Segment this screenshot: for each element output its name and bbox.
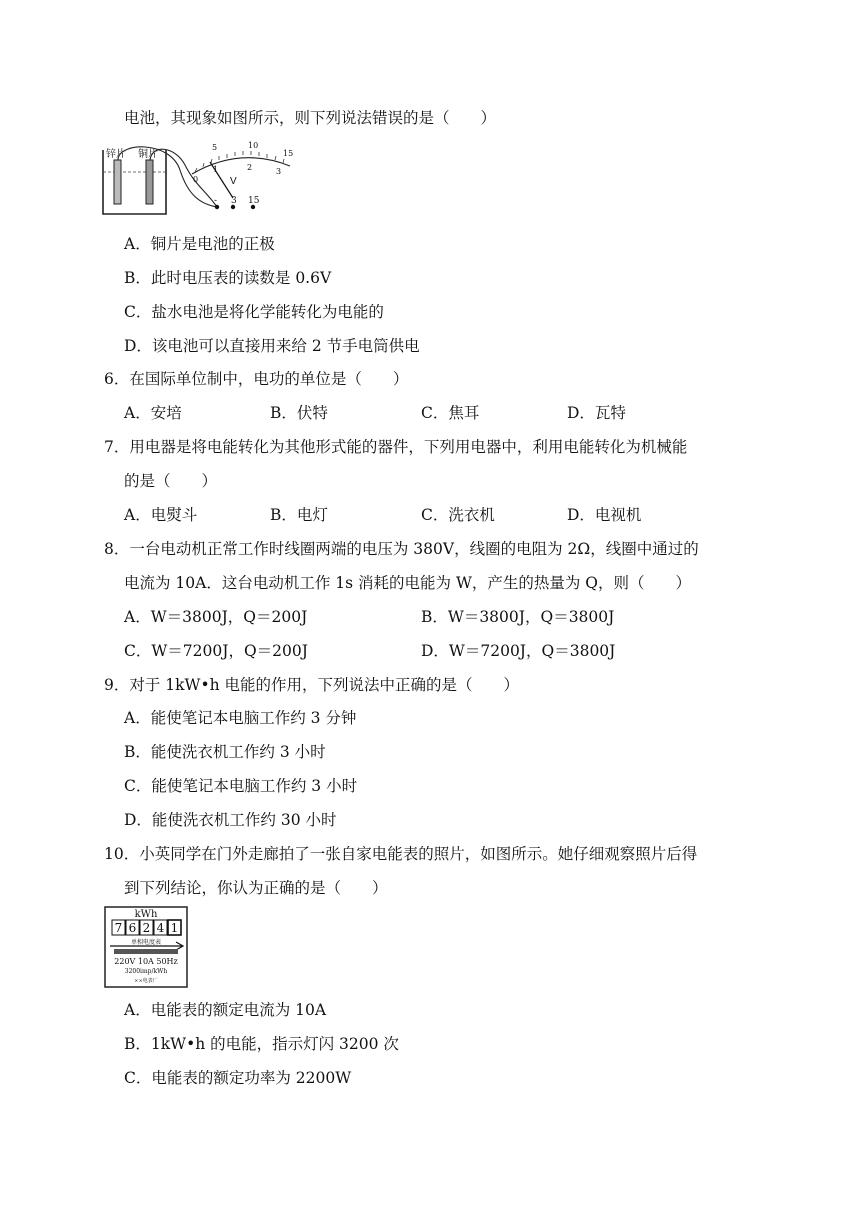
copper-label: 铜片 <box>138 149 158 160</box>
meter-digit-5: 1 <box>170 921 179 935</box>
q8-stem-line-1: 8．一台电动机正常工作时线圈两端的电压为 380V，线圈的电阻为 2Ω，线圈中通过的 <box>104 540 699 558</box>
q7-stem-line-1: 7．用电器是将电能转化为其他形式能的器件，下列用电器中，利用电能转化为机械能 <box>104 438 688 456</box>
wire-zinc <box>118 147 217 207</box>
meter-name: 单相电度表 <box>130 939 162 946</box>
terminal-minus-label: - <box>214 196 218 206</box>
q8-option-d: D．W＝7200J，Q＝3800J <box>421 642 616 660</box>
meter-digit-2: 6 <box>128 921 137 935</box>
scale-bottom-1: 1 <box>213 165 219 174</box>
meter-rating: 220V 10A 50Hz <box>114 957 178 966</box>
q5-option-c: C．盐水电池是将化学能转化为电能的 <box>124 303 384 321</box>
q6-option-c: C．焦耳 <box>421 404 480 422</box>
q8-option-c: C．W＝7200J，Q＝200J <box>124 642 308 660</box>
scale-bottom-0: 0 <box>193 175 199 184</box>
meter-disc-window <box>114 949 178 954</box>
q6-stem: 6．在国际单位制中，电功的单位是（ ） <box>104 370 409 388</box>
scale-bottom-2: 2 <box>247 163 253 172</box>
scale-top-15: 15 <box>283 149 294 158</box>
meter-maker: ××电表厂 <box>134 978 158 984</box>
q6-option-b: B．伏特 <box>270 404 328 422</box>
q10-option-b: B．1kW•h 的电能，指示灯闪 3200 次 <box>124 1035 399 1053</box>
q10-stem-line-2: 到下列结论，你认为正确的是（ ） <box>124 879 388 897</box>
meter-digit-1: 7 <box>114 921 123 935</box>
q7-option-a: A．电熨斗 <box>124 506 198 524</box>
terminal-3-label: 3 <box>231 196 237 206</box>
meter-digit-3: 2 <box>142 921 151 935</box>
terminal-15-label: 15 <box>248 196 260 206</box>
q7-option-c: C．洗衣机 <box>421 506 495 524</box>
meter-unit: kWh <box>134 909 158 920</box>
q9-stem: 9．对于 1kW•h 电能的作用，下列说法中正确的是（ ） <box>104 676 520 694</box>
q10-option-a: A．电能表的额定电流为 10A <box>124 1001 327 1019</box>
q9-option-c: C．能使笔记本电脑工作约 3 小时 <box>124 777 358 795</box>
q10-stem-line-1: 10．小英同学在门外走廊拍了一张自家电能表的照片，如图所示。她仔细观察照片后得 <box>104 845 698 863</box>
q9-option-d: D．能使洗衣机工作约 30 小时 <box>124 811 337 829</box>
meter-digit-4: 4 <box>156 921 165 935</box>
q8-option-a: A．W＝3800J，Q＝200J <box>124 608 308 626</box>
q10-option-c: C．电能表的额定功率为 2200W <box>124 1069 352 1087</box>
q5-option-a: A．铜片是电池的正极 <box>124 235 275 253</box>
voltmeter-unit: V <box>230 176 237 187</box>
q8-option-b: B．W＝3800J，Q＝3800J <box>421 608 615 626</box>
copper-plate <box>146 160 153 204</box>
zinc-plate <box>114 160 121 204</box>
scale-top-10: 10 <box>248 141 259 150</box>
q5-option-d: D．该电池可以直接用来给 2 节手电筒供电 <box>124 337 420 355</box>
q8-stem-line-2: 电流为 10A．这台电动机工作 1s 消耗的电能为 W，产生的热量为 Q，则（ ） <box>124 574 692 592</box>
q6-option-d: D．瓦特 <box>567 404 626 422</box>
q7-option-b: B．电灯 <box>270 506 328 524</box>
q5-stem-tail: 电池，其现象如图所示，则下列说法错误的是（ ） <box>124 109 497 127</box>
voltmeter-ticks <box>195 151 284 172</box>
q7-option-d: D．电视机 <box>567 506 642 524</box>
scale-top-5: 5 <box>212 143 218 152</box>
electricity-meter-figure <box>104 906 188 988</box>
battery-voltmeter-figure <box>100 140 295 222</box>
q5-option-b: B．此时电压表的读数是 0.6V <box>124 269 332 287</box>
q7-stem-line-2: 的是（ ） <box>124 472 218 490</box>
q9-option-a: A．能使笔记本电脑工作约 3 分钟 <box>124 709 357 727</box>
scale-bottom-3: 3 <box>276 167 282 176</box>
q9-option-b: B．能使洗衣机工作约 3 小时 <box>124 743 326 761</box>
meter-constant: 3200imp/kWh <box>124 968 168 975</box>
q6-option-a: A．安培 <box>124 404 182 422</box>
zinc-label: 锌片 <box>106 149 126 160</box>
